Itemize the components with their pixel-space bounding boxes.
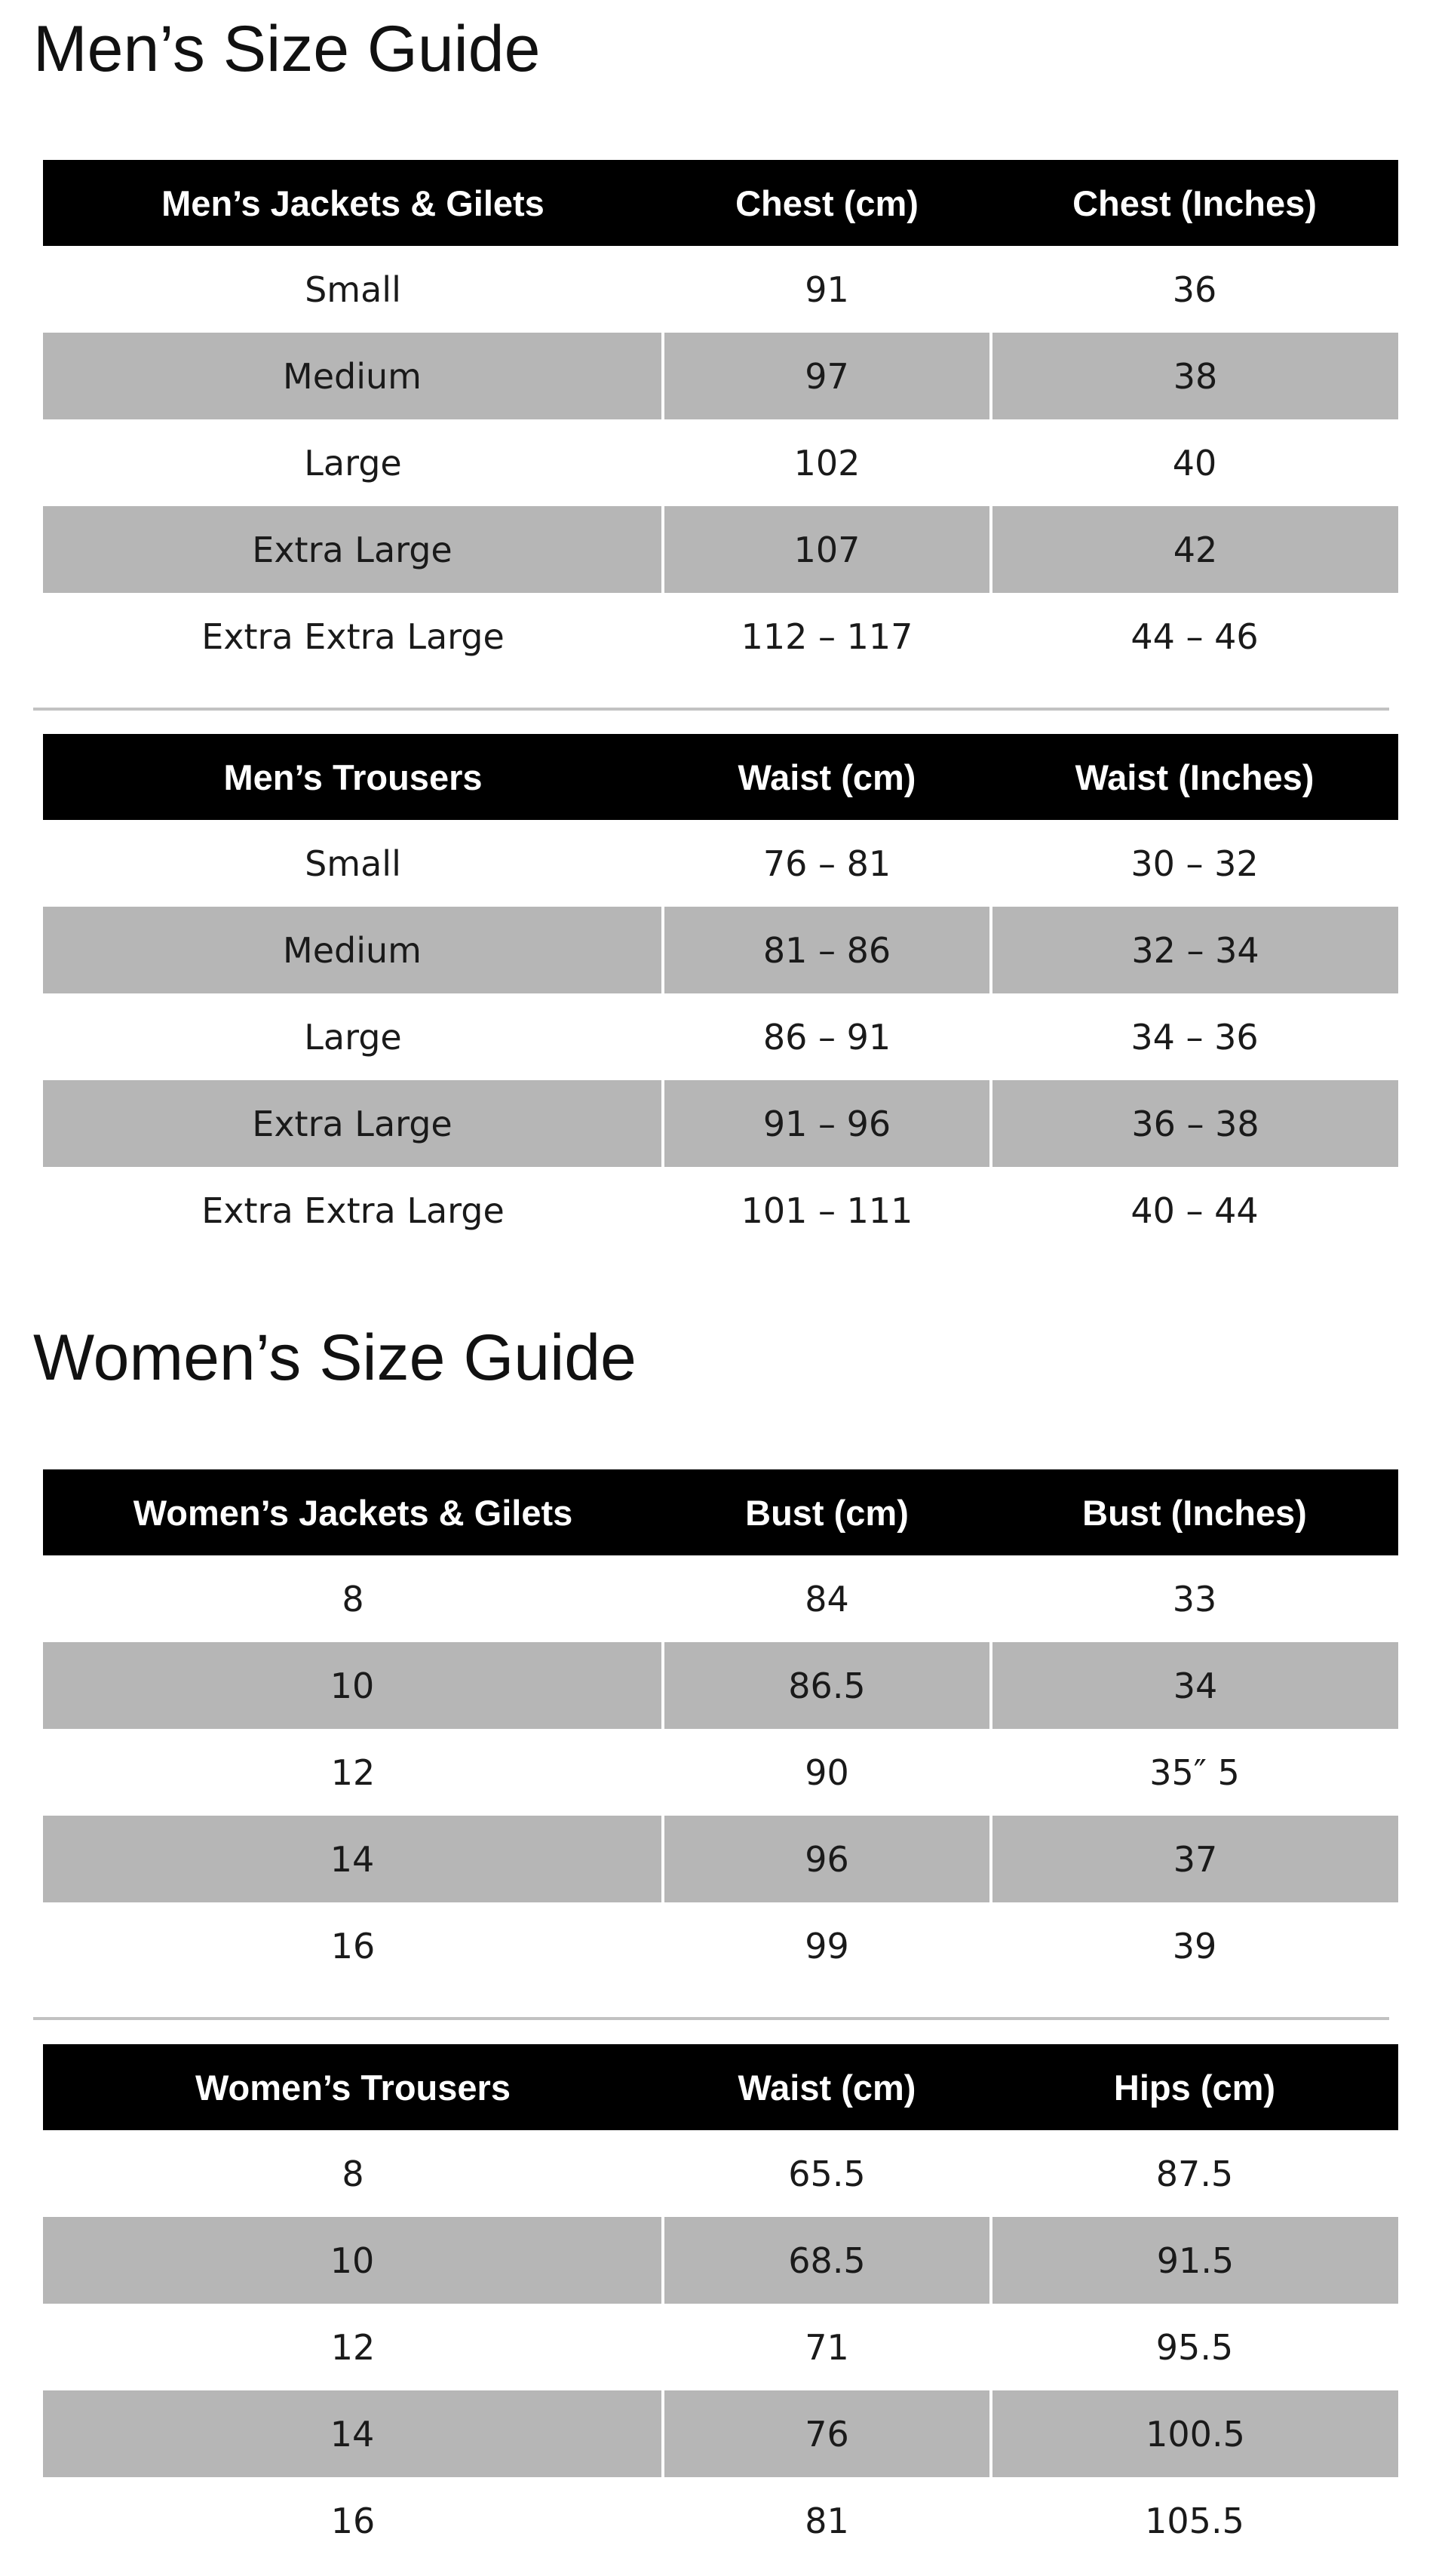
waist-cm-cell: 76 xyxy=(663,2390,991,2477)
waist-cm-cell: 71 xyxy=(805,2326,849,2368)
column-header-size: Men’s Trousers xyxy=(43,734,663,820)
column-header-bust-inches: Bust (Inches) xyxy=(991,1469,1398,1555)
table-row xyxy=(43,1555,1398,1642)
womens-trousers-table xyxy=(43,2044,1398,2564)
table-row xyxy=(43,2477,1398,2564)
table-row xyxy=(43,2217,1398,2304)
column-header-waist-cm: Waist (cm) xyxy=(663,734,991,820)
size-cell: Extra Extra Large xyxy=(201,1190,505,1231)
size-cell: 10 xyxy=(43,1642,663,1729)
waist-cm-cell: 101 – 111 xyxy=(741,1190,913,1231)
bust-cm-cell: 96 xyxy=(663,1816,991,1902)
section-divider xyxy=(33,708,1389,711)
table-row xyxy=(43,2130,1398,2217)
table-row xyxy=(43,993,1398,1080)
table-row xyxy=(43,820,1398,907)
chest-cm-cell: 102 xyxy=(793,442,861,484)
table-row xyxy=(43,1642,1398,1729)
waist-cm-cell: 65.5 xyxy=(788,2153,866,2194)
size-cell: Extra Large xyxy=(43,506,663,593)
size-cell: Large xyxy=(304,442,402,484)
table-header-row xyxy=(43,160,1398,246)
table-row xyxy=(43,593,1398,680)
waist-inches-cell: 40 – 44 xyxy=(1130,1190,1259,1231)
size-cell: Small xyxy=(305,843,401,884)
column-header-size: Women’s Trousers xyxy=(43,2044,663,2130)
column-header-chest-inches: Chest (Inches) xyxy=(991,160,1398,246)
column-header-bust-cm: Bust (cm) xyxy=(663,1469,991,1555)
womens-size-guide-title: Women’s Size Guide xyxy=(33,1322,637,1394)
size-cell: Large xyxy=(304,1016,402,1058)
table-row xyxy=(43,1167,1398,1254)
section-divider xyxy=(33,2017,1389,2020)
table-row xyxy=(43,1816,1398,1902)
column-header-waist-inches: Waist (Inches) xyxy=(991,734,1398,820)
chest-inches-cell: 40 xyxy=(1172,442,1217,484)
womens-jackets-table xyxy=(43,1469,1398,1989)
waist-cm-cell: 81 xyxy=(805,2500,849,2541)
bust-cm-cell: 86.5 xyxy=(663,1642,991,1729)
hips-cm-cell: 105.5 xyxy=(1145,2500,1244,2541)
table-header-row xyxy=(43,2044,1398,2130)
bust-inches-cell: 37 xyxy=(991,1816,1398,1902)
column-header-waist-cm: Waist (cm) xyxy=(663,2044,991,2130)
mens-trousers-table xyxy=(43,734,1398,1254)
table-row xyxy=(43,907,1398,993)
hips-cm-cell: 100.5 xyxy=(991,2390,1398,2477)
chest-cm-cell: 97 xyxy=(663,333,991,419)
bust-inches-cell: 35″ 5 xyxy=(1149,1752,1240,1793)
bust-cm-cell: 99 xyxy=(805,1925,849,1967)
table-row xyxy=(43,419,1398,506)
hips-cm-cell: 87.5 xyxy=(1155,2153,1234,2194)
column-header-size: Men’s Jackets & Gilets xyxy=(43,160,663,246)
size-cell: Medium xyxy=(43,907,663,993)
waist-inches-cell: 34 – 36 xyxy=(1130,1016,1259,1058)
waist-inches-cell: 30 – 32 xyxy=(1130,843,1259,884)
table-row xyxy=(43,506,1398,593)
waist-cm-cell: 68.5 xyxy=(663,2217,991,2304)
bust-inches-cell: 34 xyxy=(991,1642,1398,1729)
table-row xyxy=(43,1080,1398,1167)
hips-cm-cell: 95.5 xyxy=(1155,2326,1234,2368)
size-cell: 12 xyxy=(330,1752,376,1793)
waist-cm-cell: 86 – 91 xyxy=(762,1016,891,1058)
waist-cm-cell: 91 – 96 xyxy=(663,1080,991,1167)
size-cell: 14 xyxy=(43,2390,663,2477)
table-row xyxy=(43,1902,1398,1989)
waist-cm-cell: 76 – 81 xyxy=(762,843,891,884)
chest-cm-cell: 91 xyxy=(805,269,849,310)
column-header-size: Women’s Jackets & Gilets xyxy=(43,1469,663,1555)
table-row xyxy=(43,246,1398,333)
chest-inches-cell: 42 xyxy=(991,506,1398,593)
chest-inches-cell: 38 xyxy=(991,333,1398,419)
mens-jackets-table xyxy=(43,160,1398,680)
waist-inches-cell: 32 – 34 xyxy=(991,907,1398,993)
waist-cm-cell: 81 – 86 xyxy=(663,907,991,993)
table-row xyxy=(43,1729,1398,1816)
column-header-hips-cm: Hips (cm) xyxy=(991,2044,1398,2130)
size-cell: 12 xyxy=(330,2326,376,2368)
table-header-row xyxy=(43,1469,1398,1555)
waist-inches-cell: 36 – 38 xyxy=(991,1080,1398,1167)
size-cell: 16 xyxy=(330,1925,376,1967)
chest-cm-cell: 107 xyxy=(663,506,991,593)
size-cell: 8 xyxy=(342,2153,364,2194)
size-cell: 8 xyxy=(342,1578,364,1620)
chest-inches-cell: 36 xyxy=(1172,269,1217,310)
hips-cm-cell: 91.5 xyxy=(991,2217,1398,2304)
size-cell: 16 xyxy=(330,2500,376,2541)
chest-cm-cell: 112 – 117 xyxy=(741,616,913,657)
bust-inches-cell: 33 xyxy=(1172,1578,1217,1620)
table-row xyxy=(43,2304,1398,2390)
column-header-chest-cm: Chest (cm) xyxy=(663,160,991,246)
size-cell: Extra Extra Large xyxy=(201,616,505,657)
size-cell: Small xyxy=(305,269,401,310)
size-cell: Extra Large xyxy=(43,1080,663,1167)
bust-cm-cell: 84 xyxy=(805,1578,849,1620)
size-cell: 10 xyxy=(43,2217,663,2304)
chest-inches-cell: 44 – 46 xyxy=(1130,616,1259,657)
bust-cm-cell: 90 xyxy=(805,1752,849,1793)
table-header-row xyxy=(43,734,1398,820)
bust-inches-cell: 39 xyxy=(1172,1925,1217,1967)
table-row xyxy=(43,2390,1398,2477)
mens-size-guide-title: Men’s Size Guide xyxy=(33,13,541,85)
size-cell: 14 xyxy=(43,1816,663,1902)
size-cell: Medium xyxy=(43,333,663,419)
table-row xyxy=(43,333,1398,419)
